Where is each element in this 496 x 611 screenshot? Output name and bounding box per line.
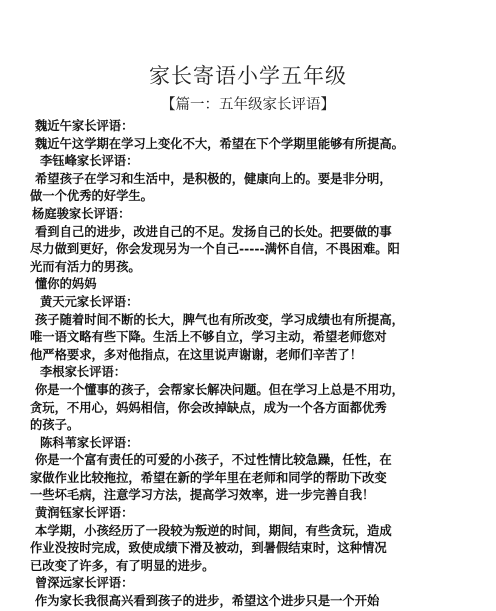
parent-comment-heading: 李根家长评语：	[40, 365, 127, 380]
comment-text-line: 贪玩，不用心，妈妈相信，你会改掉缺点，成为一个各方面都优秀	[30, 400, 387, 415]
parent-comment-heading: 黄天元家长评语：	[40, 294, 139, 309]
parent-comment-heading: 曾深远家长评语：	[35, 576, 134, 591]
document-subtitle: 【篇一：五年级家长评语】	[161, 97, 335, 113]
comment-text-line: 光而有活力的男孩。	[30, 259, 141, 274]
parent-comment-heading: 杨庭骏家长评语：	[32, 206, 131, 221]
comment-text-line: 已改变了许多，有了明显的进步。	[30, 558, 215, 573]
document-body	[30, 118, 476, 611]
comment-text-line: 魏近午这学期在学习上变化不大，希望在下个学期里能够有所提高。	[35, 136, 404, 151]
comment-text-line: 希望孩子在学习和生活中，是积极的，健康向上的。要是非分明，	[35, 171, 392, 186]
comment-text-line: 孩子随着时间不断的长大，脾气也有所改变，学习成绩也有所提高，	[35, 312, 404, 327]
comment-text-line: 做一个优秀的好学生。	[30, 189, 153, 204]
comment-text-line: 你是一个懂事的孩子，会帮家长解决问题。但在学习上总是不用功，	[35, 382, 404, 397]
comment-text-line: 的孩子。	[30, 418, 80, 433]
comment-text-line: 本学期，小孩经历了一段较为叛逆的时间，期间，有些贪玩，造成	[35, 523, 392, 538]
comment-text-line: 你是一个富有责任的可爱的小孩子，不过性情比较急躁，任性，在	[35, 453, 392, 468]
parent-comment-heading: 魏近午家长评语：	[35, 119, 134, 133]
comment-text-line: 一些坏毛病，注意学习方法，提高学习效率，进一步完善自我！	[30, 488, 375, 503]
comment-text-line: 看到自己的进步，改进自己的不足。发扬自己的长处。把要做的事	[35, 224, 392, 239]
comment-text-line: 唯一语文略有些下降。生活上不够自立，学习主动，希望老师您对	[30, 330, 387, 345]
comment-text-line: 作为家长我很高兴看到孩子的进步，希望这个进步只是一个开始	[35, 594, 380, 609]
comment-text-line: 他严格要求，多对他指点，在这里说声谢谢，老师们辛苦了！	[30, 347, 363, 362]
parent-comment-heading: 陈科苇家长评语：	[40, 435, 139, 450]
document-title: 家长寄语小学五年级	[149, 64, 347, 88]
comment-text-line: 尽力做到更好，你会发现另为一个自己-----满怀自信，不畏困难。阳	[30, 242, 400, 257]
comment-text-line: 家做作业比较拖拉，希望在新的学年里在老师和同学的帮助下改变	[30, 470, 387, 485]
parent-comment-heading: 黄润钰家长评语：	[35, 506, 134, 521]
comment-signature: 懂你的妈妈	[35, 277, 97, 292]
parent-comment-heading: 李钰峰家长评语：	[40, 154, 139, 169]
comment-text-line: 作业没按时完成，致使成绩下滑及被动，到暑假结束时，这种情况	[30, 541, 387, 556]
